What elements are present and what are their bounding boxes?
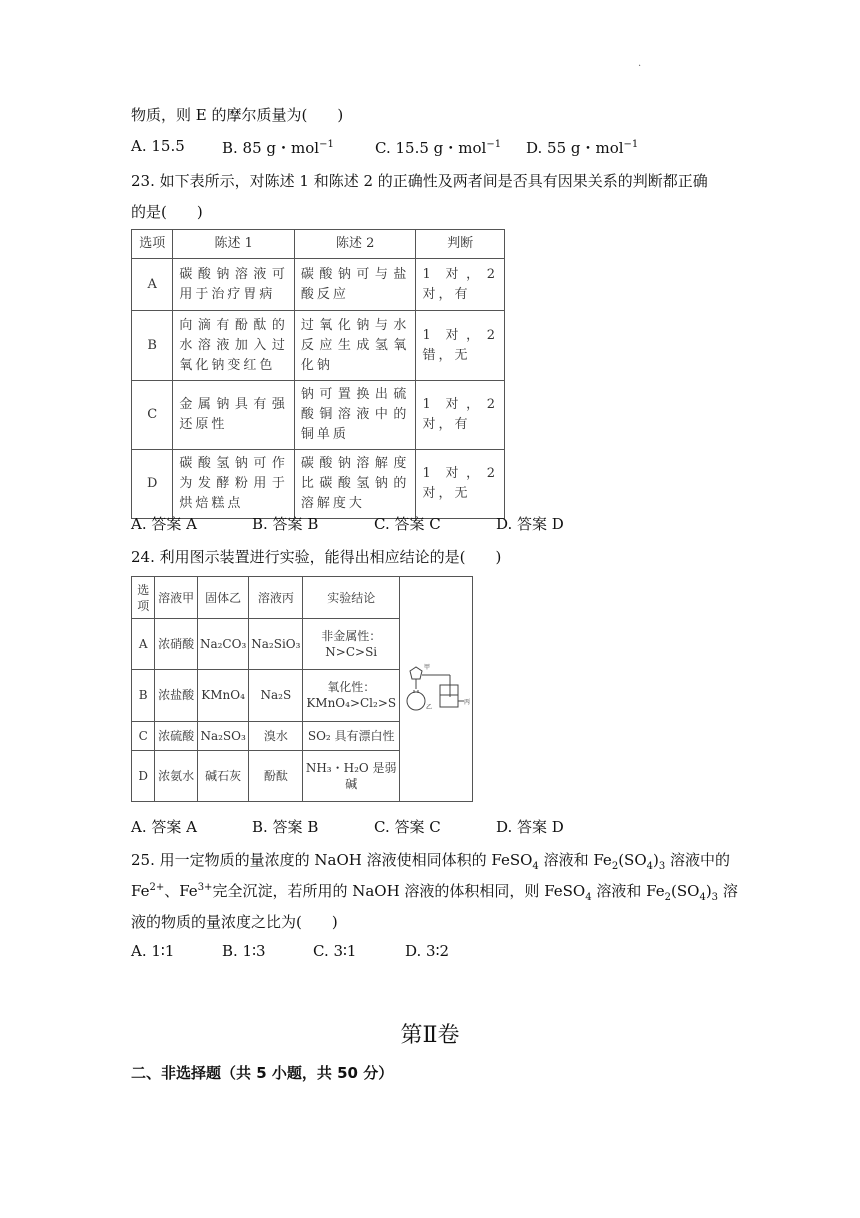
part-title: 第Ⅱ卷 (400, 1023, 460, 1048)
cell-statement2: 碳酸钠可与盐酸反应 (294, 259, 416, 311)
col-header: 实验结论 (303, 577, 400, 619)
q23-stem-line2: 的是( ) (131, 203, 203, 221)
section-title: 二、非选择题（共 5 小题，共 50 分） (131, 1064, 394, 1082)
cell-statement2: 过氧化钠与水反应生成氢氧化钠 (294, 311, 416, 381)
q25-option-c: C. 3∶1 (313, 942, 357, 960)
cell-option: B (132, 311, 173, 381)
q24-option-c: C. 答案 C (374, 818, 441, 836)
q22-option-c: C. 15.5 g・mol$^{-1}$ (375, 139, 502, 157)
cell-solid-b: 碱石灰 (197, 750, 248, 801)
q25-stem-line2: $Fe^{2+}$、$Fe^{3+}$完全沉淀，若所用的 NaOH 溶液的体积相同，则 FeSO$_4$ 溶液和 $Fe_2(SO_4)_3$ 溶 (131, 882, 738, 903)
cell-solution-c: Na₂SiO₃ (249, 619, 303, 670)
cell-judgement: 1 对，2 对，有 (416, 381, 505, 450)
q22-option-d: D. 55 g・mol$^{-1}$ (526, 139, 639, 157)
cell-solution-a: 浓氨水 (155, 750, 198, 801)
cell-option: C (132, 721, 155, 750)
q24-option-b: B. 答案 B (252, 818, 319, 836)
cell-statement1: 金属钠具有强还原性 (173, 381, 295, 450)
q25-stem-line1: 25. 用一定物质的量浓度的 NaOH 溶液使相同体积的 FeSO$_4$ 溶液和 $Fe_2(SO_4)_3$ 溶液中的 (131, 851, 731, 872)
cell-statement2: 钠可置换出硫酸铜溶液中的铜单质 (294, 381, 416, 450)
q24-stem: 24. 利用图示装置进行实验，能得出相应结论的是( ) (131, 548, 502, 566)
cell-statement1: 碳酸氢钠可作为发酵粉用于烘焙糕点 (173, 450, 295, 519)
cell-solution-c: 溴水 (249, 721, 303, 750)
q25-option-b: B. 1∶3 (222, 942, 266, 960)
cell-judgement: 1 对，2 对，有 (416, 259, 505, 311)
cell-option: B (132, 670, 155, 721)
cell-option: C (132, 381, 173, 450)
table-row (132, 450, 505, 519)
q22-option-b: B. 85 g・mol$^{-1}$ (222, 139, 334, 157)
col-header: 固体乙 (197, 577, 248, 619)
cell-conclusion: 非金属性：N>C>Si (303, 619, 400, 670)
cell-statement2: 碳酸钠溶解度比碳酸氢钠的溶解度大 (294, 450, 416, 519)
q23-table (131, 229, 505, 519)
apparatus-figure (399, 577, 472, 802)
cell-judgement: 1 对，2 对，无 (416, 450, 505, 519)
q25-option-d: D. 3∶2 (405, 942, 450, 960)
cell-conclusion: 氧化性：KMnO₄>Cl₂>S (303, 670, 400, 721)
label-bing: 丙 (463, 699, 470, 706)
table-header-row (132, 230, 505, 259)
q23-option-a: A. 答案 A (131, 515, 197, 533)
q24-table (131, 576, 473, 802)
apparatus-diagram (400, 657, 472, 717)
q23-option-d: D. 答案 D (496, 515, 564, 533)
q23-stem-line1: 23. 如下表所示，对陈述 1 和陈述 2 的正确性及两者间是否具有因果关系的判断都正确 (131, 172, 708, 190)
header-mark: . (638, 58, 642, 69)
cell-judgement: 1 对，2 错，无 (416, 311, 505, 381)
q22-stem: 物质，则 E 的摩尔质量为( ) (131, 106, 344, 124)
cell-solid-b: Na₂SO₃ (197, 721, 248, 750)
cell-option: D (132, 750, 155, 801)
cell-option: A (132, 619, 155, 670)
col-header: 判断 (416, 230, 505, 259)
table-row (132, 311, 505, 381)
q23-option-c: C. 答案 C (374, 515, 441, 533)
cell-statement1: 向滴有酚酞的水溶液加入过氧化钠变红色 (173, 311, 295, 381)
cell-option: A (132, 259, 173, 311)
cell-solution-a: 浓硝酸 (155, 619, 198, 670)
q24-option-d: D. 答案 D (496, 818, 564, 836)
cell-solution-a: 浓盐酸 (155, 670, 198, 721)
cell-solid-b: Na₂CO₃ (197, 619, 248, 670)
table-row (132, 381, 505, 450)
col-header: 选项 (132, 577, 155, 619)
col-header: 陈述 2 (294, 230, 416, 259)
q22-option-a: A. 15.5 (131, 137, 185, 155)
cell-solution-c: Na₂S (249, 670, 303, 721)
q25-option-a: A. 1∶1 (131, 942, 175, 960)
cell-option: D (132, 450, 173, 519)
col-header: 溶液甲 (155, 577, 198, 619)
table-header-row (132, 577, 473, 619)
cell-solution-c: 酚酞 (249, 750, 303, 801)
col-header: 选项 (132, 230, 173, 259)
label-yi: 乙 (425, 704, 432, 711)
table-row (132, 259, 505, 311)
q23-option-b: B. 答案 B (252, 515, 319, 533)
label-jia: 甲 (423, 664, 430, 671)
cell-conclusion: SO₂ 具有漂白性 (303, 721, 400, 750)
cell-solution-a: 浓硫酸 (155, 721, 198, 750)
col-header: 溶液丙 (249, 577, 303, 619)
col-header: 陈述 1 (173, 230, 295, 259)
cell-statement1: 碳酸钠溶液可用于治疗胃病 (173, 259, 295, 311)
cell-conclusion: NH₃・H₂O 是弱碱 (303, 750, 400, 801)
q24-option-a: A. 答案 A (131, 818, 197, 836)
q25-stem-line3: 液的物质的量浓度之比为( ) (131, 913, 338, 931)
cell-solid-b: KMnO₄ (197, 670, 248, 721)
